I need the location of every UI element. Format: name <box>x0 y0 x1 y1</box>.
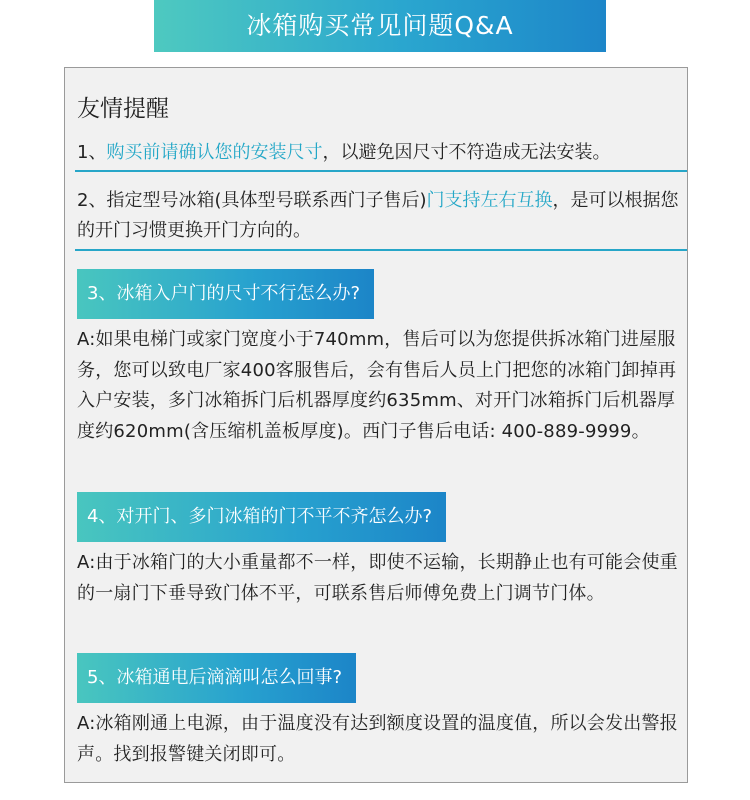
divider <box>75 170 687 172</box>
tip-2-suffix: ，是可以根据您的开门习惯更换开门方向的。 <box>77 190 679 241</box>
divider <box>75 249 687 251</box>
faq-question-5: 5、冰箱通电后滴滴叫怎么回事? <box>77 653 356 703</box>
faq-answer-4: A:由于冰箱门的大小重量都不一样，即使不运输，长期静止也有可能会使重的一扇门下垂导致门体不平，可联系售后师傅免费上门调节门体。 <box>77 552 678 604</box>
tip-1-highlight: 购买前请确认您的安装尺寸 <box>106 142 323 163</box>
faq-answer-5: A:冰箱刚通上电源，由于温度没有达到额度设置的温度值，所以会发出警报声。找到报警键关闭即可。 <box>77 713 678 765</box>
tip-1 <box>77 138 683 168</box>
faq-question-4: 4、对开门、多门冰箱的门不平不齐怎么办? <box>77 492 446 542</box>
faq-answer-3: A:如果电梯门或家门宽度小于740mm，售后可以为您提供拆冰箱门进屋服务，您可以致电厂家400客服售后，会有售后人员上门把您的冰箱门卸掉再入户安装，多门冰箱拆门后机器厚度约635mm、对开门冰箱拆门后机器厚度约620mm(含压缩机盖板厚度)。西门子售后电话: 400-889-9999。 <box>77 329 677 442</box>
tip-1-prefix: 1、 <box>77 142 107 163</box>
tip-1-suffix: ，以避免因尺寸不符造成无法安装。 <box>322 142 611 163</box>
faq-question-3: 3、冰箱入户门的尺寸不行怎么办? <box>77 269 374 319</box>
tip-2-prefix: 2、指定型号冰箱(具体型号联系西门子售后) <box>77 190 427 211</box>
faq-panel <box>64 67 688 783</box>
tips-heading: 友情提醒 <box>77 96 169 122</box>
page-title-banner: 冰箱购买常见问题Q&A <box>154 0 606 52</box>
tip-2-highlight: 门支持左右互换 <box>426 190 553 211</box>
tip-2 <box>77 186 683 246</box>
